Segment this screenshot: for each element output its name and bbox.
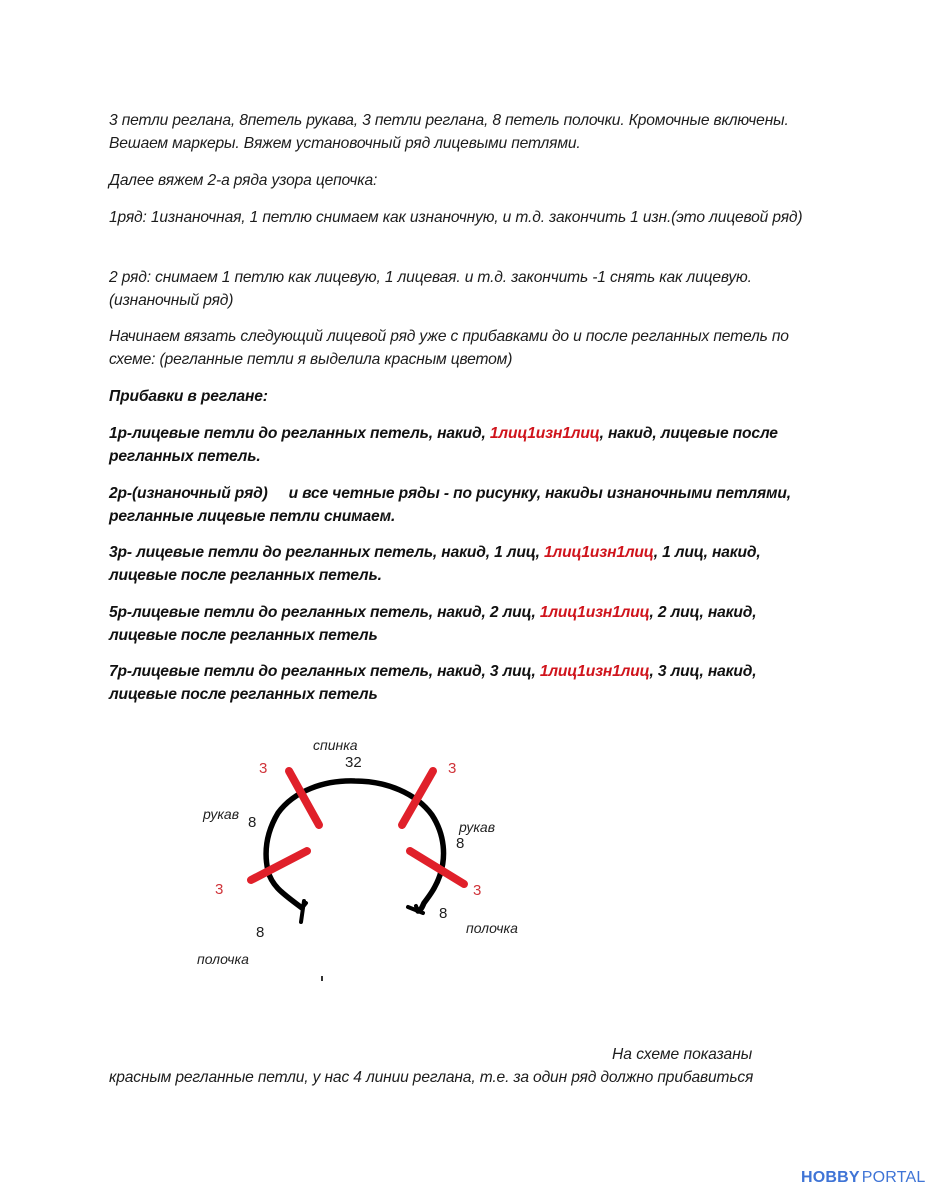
- label-back: спинка: [313, 737, 358, 753]
- row-text-after: , 2 лиц, накид, лицевые после регланных петель: [109, 604, 757, 644]
- label-front-right-count: 8: [439, 905, 448, 922]
- row-text-after: , 1 лиц, накид, лицевые после регланных петель.: [109, 544, 761, 584]
- increase-row-2: [109, 482, 829, 528]
- increase-row-1: [109, 422, 821, 468]
- paragraph-pattern-intro: Далее вяжем 2-а ряда узора цепочка:: [109, 172, 378, 189]
- left-end-tick: [301, 901, 306, 922]
- section-heading: Прибавки в реглане:: [109, 388, 268, 405]
- label-raglan-top-left: 3: [259, 760, 268, 777]
- stray-mark: [321, 976, 323, 981]
- increase-row-5: [109, 601, 821, 647]
- label-sleeve-left-count: 8: [248, 814, 257, 831]
- caption-right: На схеме показаны: [612, 1046, 753, 1063]
- logo-portal: PORTAL: [861, 1169, 926, 1186]
- paragraph-start-increases: Начинаем вязать следующий лицевой ряд уже с прибавками до и после регланных петель по схеме: (регланные петли я выделила красным цветом): [109, 328, 789, 368]
- row-text-after: , 3 лиц, накид, лицевые после регланных петель: [109, 663, 757, 703]
- raglan-line-top-right: [402, 771, 433, 825]
- row-text-before: 7р-лицевые петли до регланных петель, накид, 3 лиц,: [109, 663, 540, 680]
- raglan-highlight: 1лиц1изн1лиц: [539, 663, 650, 680]
- increase-row-7: [109, 660, 821, 706]
- label-front-right: полочка: [466, 920, 518, 936]
- label-front-left-count: 8: [256, 924, 265, 941]
- row-text-after: , накид, лицевые после регланных петель.: [109, 425, 778, 465]
- raglan-line-bottom-left: [251, 851, 307, 880]
- label-sleeve-right-count: 8: [456, 835, 465, 852]
- label-raglan-bottom-left: 3: [215, 881, 224, 898]
- paragraph-row2: 2 ряд: снимаем 1 петлю как лицевую, 1 лицевая. и т.д. закончить -1 снять как лицевую.(изнаночный ряд): [109, 269, 752, 309]
- raglan-diagram: [190, 725, 540, 995]
- label-sleeve-right: рукав: [459, 819, 496, 835]
- increase-row-3: [109, 541, 821, 587]
- raglan-highlight: 1лиц1изн1лиц: [539, 604, 650, 621]
- logo-hobby: HOBBY: [801, 1169, 860, 1186]
- label-raglan-bottom-right: 3: [473, 882, 482, 899]
- caption-line: красным регланные петли, у нас 4 линии реглана, т.е. за один ряд должно прибавиться: [109, 1069, 754, 1086]
- paragraph-row1: 1ряд: 1изнаночная, 1 петлю снимаем как изнаночную, и т.д. закончить 1 изн.(это лицевой ряд): [109, 209, 803, 226]
- row-text-before: 2р-(изнаночный ряд) и все четные ряды - по рисунку, накиды изнаночными петлями, регланные лицевые петли снимаем.: [109, 485, 796, 525]
- row-text-before: 1р-лицевые петли до регланных петель, накид,: [109, 425, 490, 442]
- paragraph-intro: 3 петли реглана, 8петель рукава, 3 петли реглана, 8 петель полочки. Кромочные включены. Вешаем маркеры. Вяжем установочный ряд лицевыми петлями.: [109, 112, 789, 152]
- raglan-highlight: 1лиц1изн1лиц: [489, 425, 600, 442]
- row-text-before: 5р-лицевые петли до регланных петель, накид, 2 лиц,: [109, 604, 540, 621]
- hobbyportal-logo[interactable]: [801, 1168, 926, 1188]
- row-text-before: 3р- лицевые петли до регланных петель, накид, 1 лиц,: [109, 544, 544, 561]
- label-back-count: 32: [345, 754, 362, 771]
- raglan-highlight: 1лиц1изн1лиц: [544, 544, 654, 561]
- label-front-left: полочка: [197, 951, 249, 967]
- label-sleeve-left: рукав: [203, 806, 240, 822]
- label-raglan-top-right: 3: [448, 760, 457, 777]
